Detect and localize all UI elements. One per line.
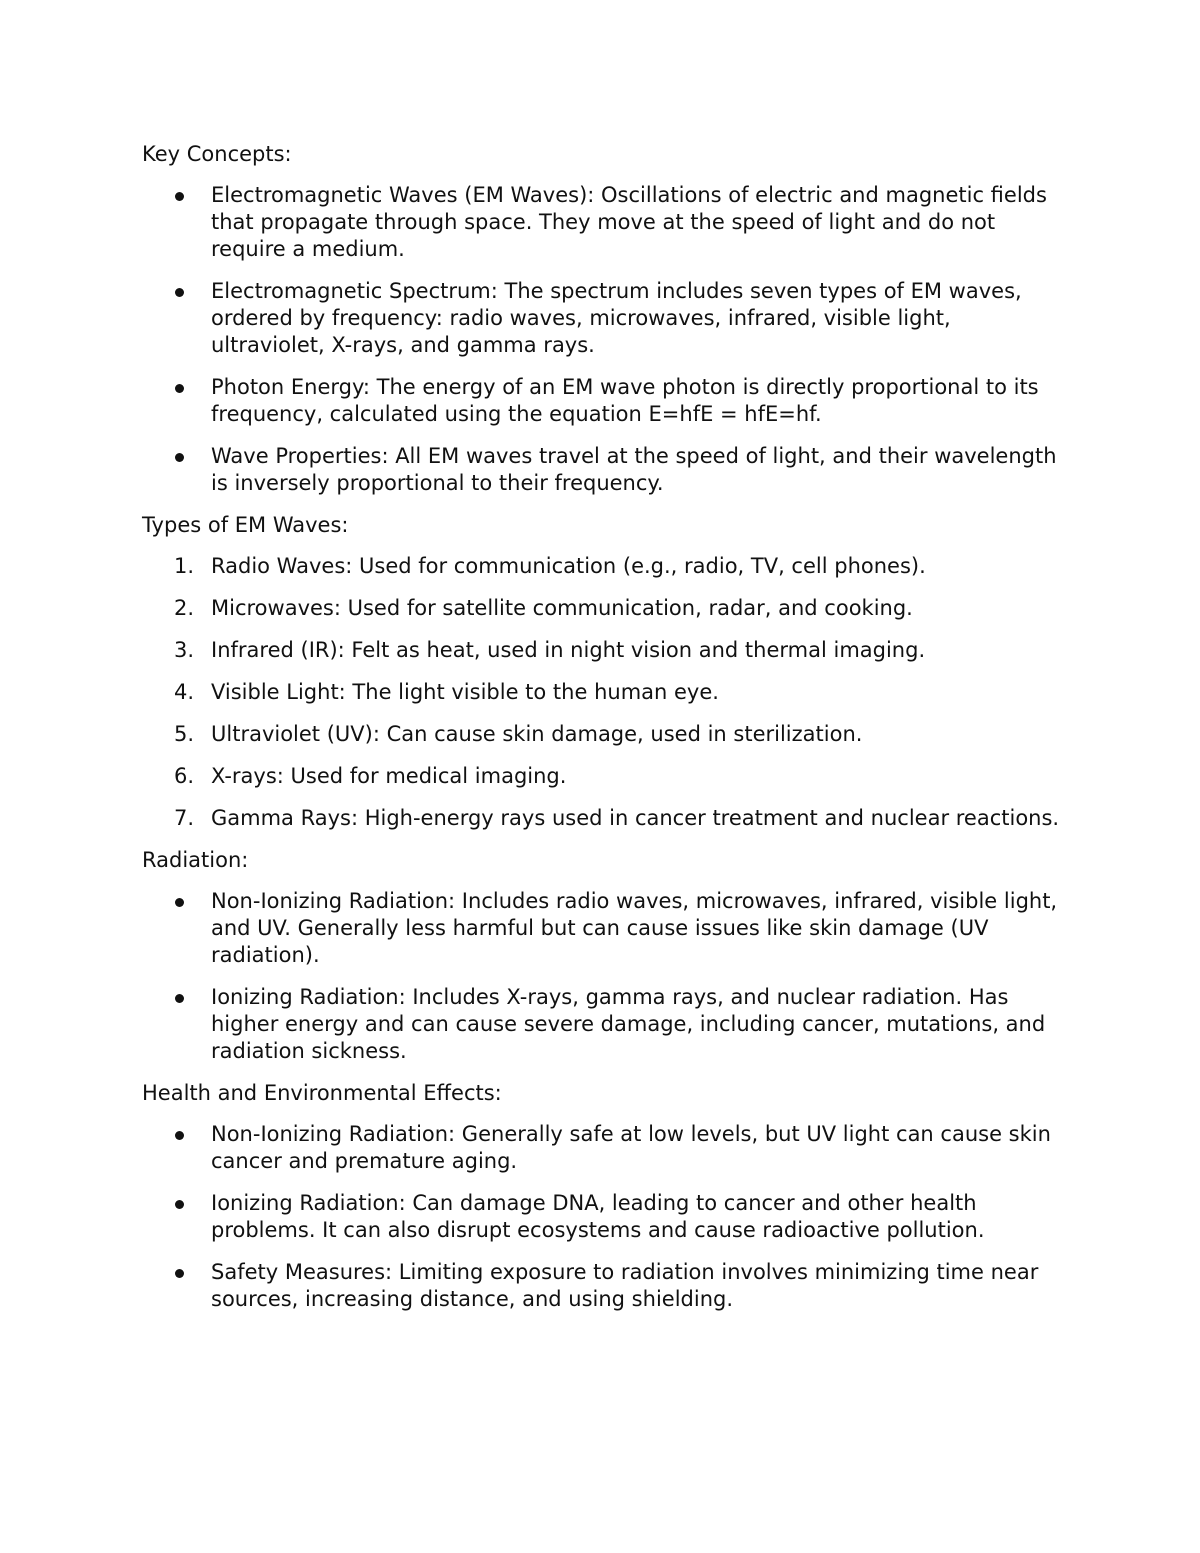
bullet-icon bbox=[175, 192, 184, 201]
document-page bbox=[142, 141, 1062, 1328]
list-item-text: Wave Properties: All EM waves travel at the speed of light, and their wavelength is inversely proportional to their frequency. bbox=[211, 444, 1057, 495]
list-number: 7. bbox=[174, 806, 195, 830]
list-item bbox=[142, 443, 1062, 497]
bullet-icon bbox=[175, 384, 184, 393]
list-item bbox=[142, 1259, 1062, 1313]
list-item-text: Ultraviolet (UV): Can cause skin damage, used in sterilization. bbox=[211, 722, 863, 746]
section-types-of-em-waves bbox=[142, 512, 1062, 832]
bullet-list bbox=[142, 888, 1062, 1065]
bullet-icon bbox=[175, 453, 184, 462]
bullet-icon bbox=[175, 898, 184, 907]
list-item-text: Electromagnetic Waves (EM Waves): Oscillations of electric and magnetic fields that propagate through space. They move at the speed of light and do not require a medium. bbox=[211, 183, 1047, 261]
list-item bbox=[142, 182, 1062, 263]
list-item-text: Safety Measures: Limiting exposure to radiation involves minimizing time near sources, increasing distance, and using shielding. bbox=[211, 1260, 1039, 1311]
list-item-text: Electromagnetic Spectrum: The spectrum includes seven types of EM waves, ordered by frequency: radio waves, microwaves, infrared, visible light, ultraviolet, X-rays, and gamma rays. bbox=[211, 279, 1022, 357]
bullet-icon bbox=[175, 1269, 184, 1278]
list-item bbox=[142, 637, 1062, 664]
list-item-text: Infrared (IR): Felt as heat, used in night vision and thermal imaging. bbox=[211, 638, 926, 662]
list-number: 2. bbox=[174, 596, 195, 620]
bullet-icon bbox=[175, 1200, 184, 1209]
list-item-text: Non-Ionizing Radiation: Includes radio waves, microwaves, infrared, visible light, and UV. Generally less harmful but can cause issues like skin damage (UV radiation). bbox=[211, 889, 1058, 967]
list-item bbox=[142, 278, 1062, 359]
list-number: 1. bbox=[174, 554, 195, 578]
list-item bbox=[142, 721, 1062, 748]
list-item bbox=[142, 984, 1062, 1065]
list-item-text: X-rays: Used for medical imaging. bbox=[211, 764, 567, 788]
section-heading: Types of EM Waves: bbox=[142, 513, 349, 537]
list-item-text: Gamma Rays: High-energy rays used in cancer treatment and nuclear reactions. bbox=[211, 806, 1060, 830]
list-item bbox=[142, 1190, 1062, 1244]
section-health-environmental-effects bbox=[142, 1080, 1062, 1313]
list-item bbox=[142, 1121, 1062, 1175]
section-heading: Radiation: bbox=[142, 848, 249, 872]
section-heading: Key Concepts: bbox=[142, 142, 292, 166]
section-heading: Health and Environmental Effects: bbox=[142, 1081, 502, 1105]
list-number: 4. bbox=[174, 680, 195, 704]
list-item bbox=[142, 679, 1062, 706]
list-item bbox=[142, 374, 1062, 428]
list-item-text: Radio Waves: Used for communication (e.g., radio, TV, cell phones). bbox=[211, 554, 926, 578]
section-key-concepts bbox=[142, 141, 1062, 497]
list-item-text: Microwaves: Used for satellite communication, radar, and cooking. bbox=[211, 596, 913, 620]
list-item bbox=[142, 888, 1062, 969]
list-item-text: Ionizing Radiation: Can damage DNA, leading to cancer and other health problems. It can also disrupt ecosystems and cause radioactive pollution. bbox=[211, 1191, 985, 1242]
list-item-text: Non-Ionizing Radiation: Generally safe at low levels, but UV light can cause skin cancer and premature aging. bbox=[211, 1122, 1051, 1173]
list-item-text: Photon Energy: The energy of an EM wave photon is directly proportional to its frequency, calculated using the equation E=hfE = hfE=hf. bbox=[211, 375, 1039, 426]
list-item bbox=[142, 805, 1062, 832]
list-item-text: Visible Light: The light visible to the human eye. bbox=[211, 680, 719, 704]
bullet-list bbox=[142, 182, 1062, 497]
section-radiation bbox=[142, 847, 1062, 1065]
bullet-icon bbox=[175, 994, 184, 1003]
bullet-list bbox=[142, 1121, 1062, 1313]
list-item bbox=[142, 595, 1062, 622]
list-item bbox=[142, 763, 1062, 790]
numbered-list bbox=[142, 553, 1062, 832]
bullet-icon bbox=[175, 288, 184, 297]
list-item-text: Ionizing Radiation: Includes X-rays, gamma rays, and nuclear radiation. Has higher energy and can cause severe damage, including cancer, mutations, and radiation sickness. bbox=[211, 985, 1046, 1063]
bullet-icon bbox=[175, 1131, 184, 1140]
list-item bbox=[142, 553, 1062, 580]
list-number: 3. bbox=[174, 638, 195, 662]
list-number: 6. bbox=[174, 764, 195, 788]
list-number: 5. bbox=[174, 722, 195, 746]
